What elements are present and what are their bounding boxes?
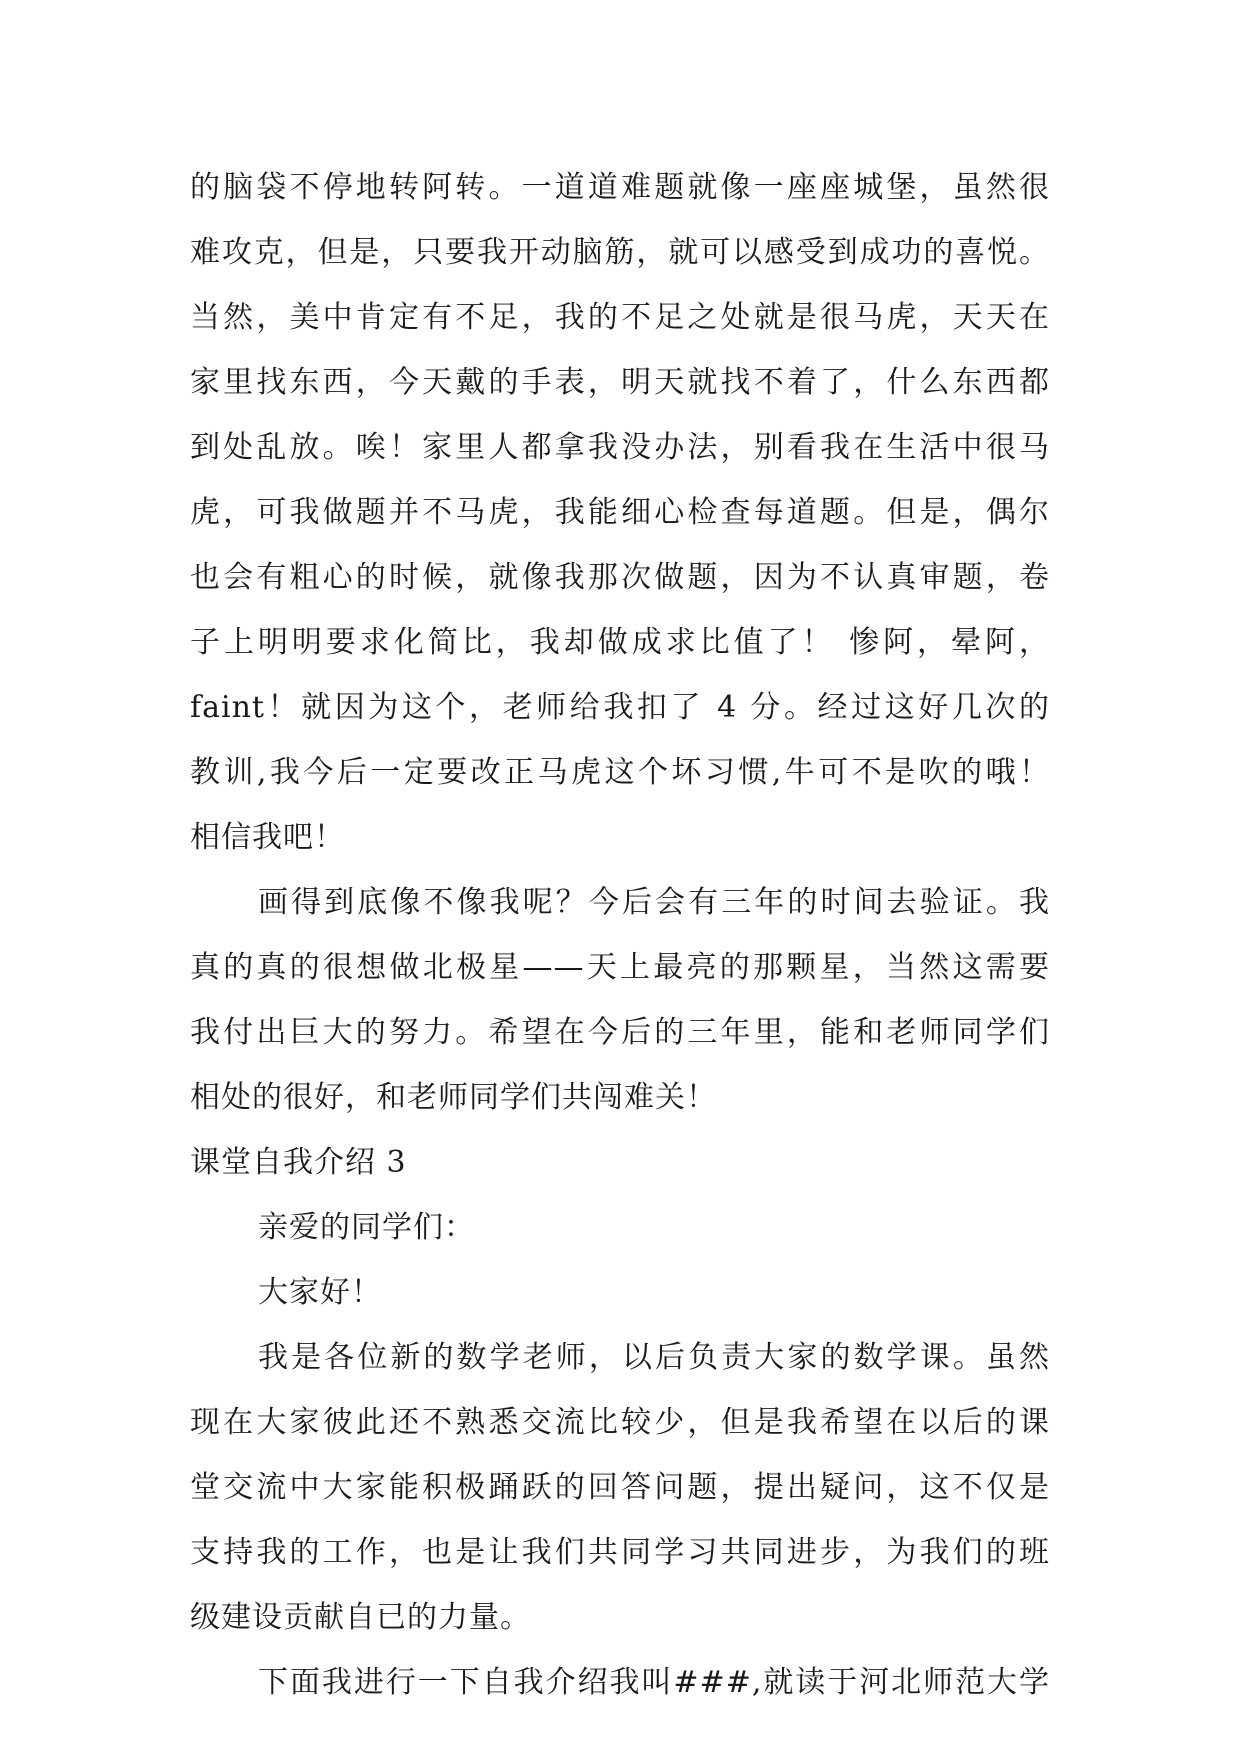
document-page	[190, 155, 1050, 1715]
text-line: 我是各位新的数学老师，以后负责大家的数学课。虽然	[258, 1340, 1050, 1375]
text-line: 教训,我今后一定要改正马虎这个坏习惯,牛可不是吹的哦！	[190, 755, 1050, 790]
text-line: 下面我进行一下自我介绍我叫###,就读于河北师范大学	[258, 1665, 1050, 1700]
text-line: 画得到底像不像我呢？今后会有三年的时间去验证。我	[258, 885, 1050, 920]
text-line: 也会有粗心的时候，就像我那次做题，因为不认真审题，卷	[190, 560, 1050, 595]
text-line: 相信我吧！	[190, 820, 345, 855]
text-line: 相处的很好，和老师同学们共闯难关！	[190, 1080, 717, 1115]
text-line: 级建设贡献自已的力量。	[190, 1600, 531, 1635]
text-line: 当然，美中肯定有不足，我的不足之处就是很马虎，天天在	[190, 300, 1050, 335]
text-line: 子上明明要求化简比，我却做成求比值了！ 惨阿，晕阿，	[190, 625, 1050, 660]
greeting-line: 大家好！	[258, 1275, 382, 1310]
text-line: 家里找东西，今天戴的手表，明天就找不着了，什么东西都	[190, 365, 1050, 400]
text-line: 到处乱放。唉！家里人都拿我没办法，别看我在生活中很马	[190, 430, 1050, 465]
text-line: 的脑袋不停地转阿转。一道道难题就像一座座城堡，虽然很	[190, 170, 1050, 205]
paragraph-teacher-intro	[190, 1325, 1050, 1650]
text-line: 堂交流中大家能积极踊跃的回答问题，提出疑问，这不仅是	[190, 1470, 1050, 1505]
text-line: 我付出巨大的努力。希望在今后的三年里，能和老师同学们	[190, 1015, 1050, 1050]
paragraph-self-introduction	[190, 1650, 1050, 1715]
text-line: 难攻克，但是，只要我开动脑筋，就可以感受到成功的喜悦。	[190, 235, 1050, 270]
text-line: 虎，可我做题并不马虎，我能细心检查每道题。但是，偶尔	[190, 495, 1050, 530]
section-heading: 课堂自我介绍 3	[190, 1145, 407, 1180]
paragraph-north-star	[190, 870, 1050, 1130]
greeting-line: 亲爱的同学们：	[258, 1210, 475, 1245]
text-line: 真的真的很想做北极星——天上最亮的那颗星，当然这需要	[190, 950, 1050, 985]
paragraph-continued-self-description	[190, 155, 1050, 870]
text-line: faint！就因为这个，老师给我扣了 4 分。经过这好几次的	[190, 690, 1050, 725]
text-line: 支持我的工作，也是让我们共同学习共同进步，为我们的班	[190, 1535, 1050, 1570]
text-line: 现在大家彼此还不熟悉交流比较少，但是我希望在以后的课	[190, 1405, 1050, 1440]
